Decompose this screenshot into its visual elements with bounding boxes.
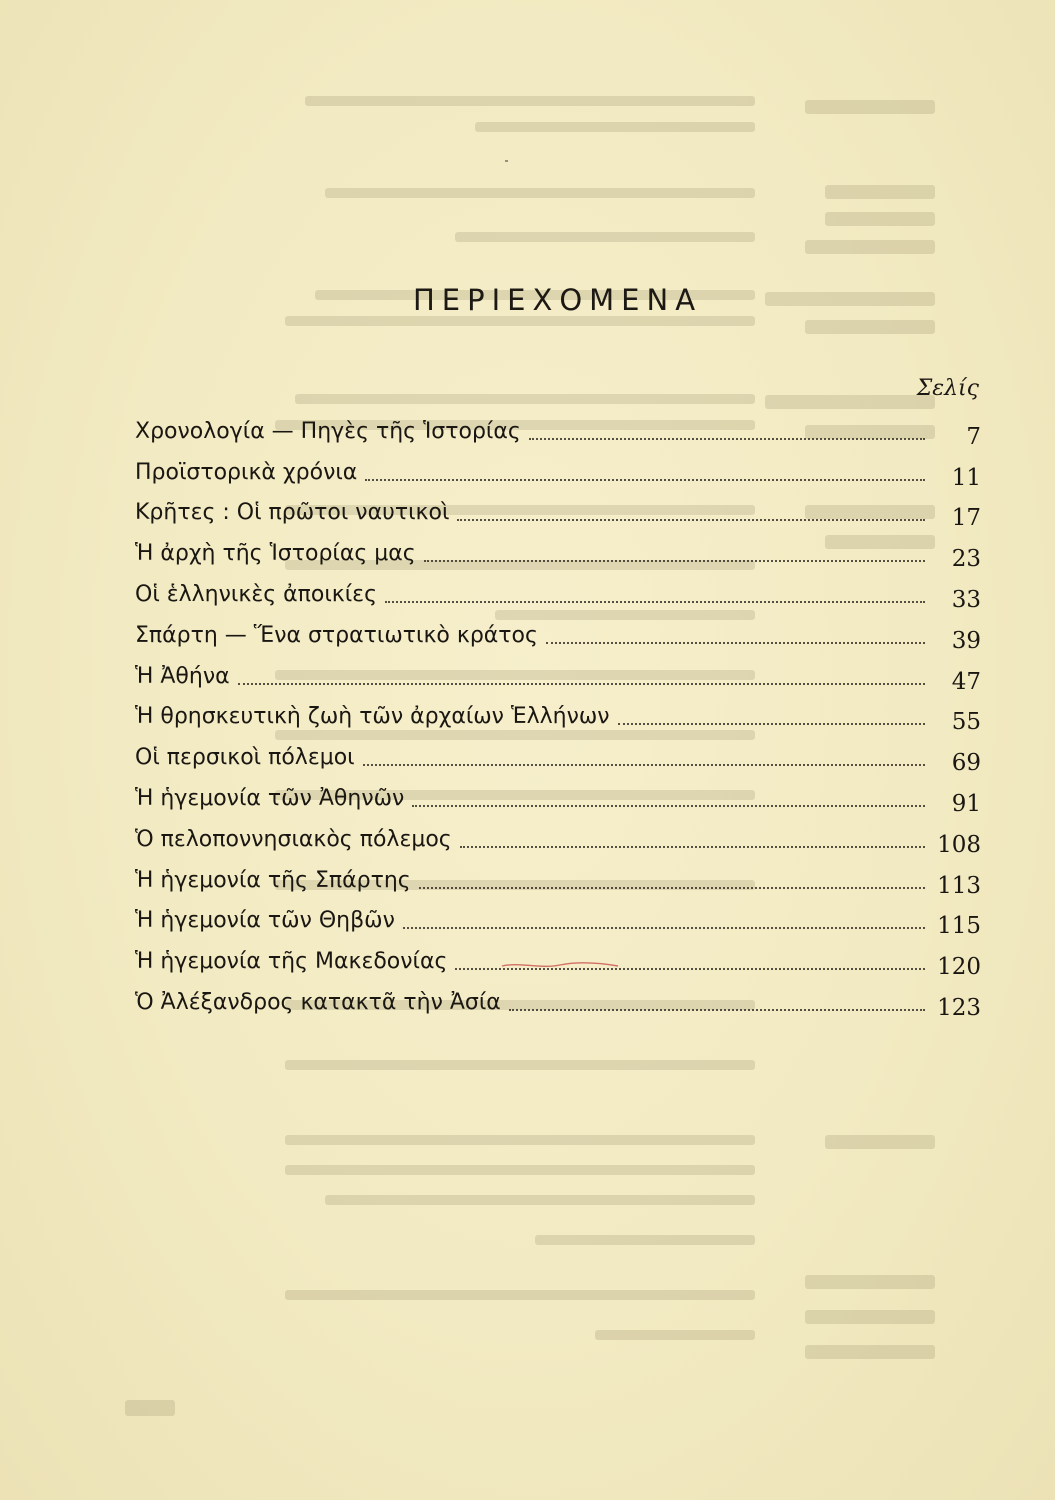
toc-entry-title: Ἡ θρησκευτικὴ ζωὴ τῶν ἀρχαίων Ἑλλήνων xyxy=(135,704,610,730)
toc-entry-page: 108 xyxy=(937,831,981,858)
leader-dots xyxy=(546,641,925,644)
toc-row[interactable] xyxy=(135,738,981,779)
toc-row[interactable] xyxy=(135,534,981,575)
toc-entry-page: 39 xyxy=(951,627,981,654)
toc-entry-page: 17 xyxy=(951,505,981,532)
table-of-contents xyxy=(135,412,981,1024)
leader-dots xyxy=(385,600,925,603)
toc-entry-page: 113 xyxy=(937,872,981,899)
toc-row[interactable] xyxy=(135,616,981,657)
toc-row[interactable] xyxy=(135,575,981,616)
toc-row[interactable] xyxy=(135,494,981,535)
toc-entry-title: Ἡ ἡγεμονία τῶν Ἀθηνῶν xyxy=(135,785,405,811)
page-title: ΠΕΡΙΕΧΟΜΕΝΑ xyxy=(412,283,703,317)
toc-entry-title: Ἡ ἡγεμονία τῆς Σπάρτης xyxy=(135,867,411,893)
toc-entry-title: Ἡ Ἀθήνα xyxy=(135,663,230,689)
toc-entry-page: 91 xyxy=(951,790,981,817)
toc-entry-title: Κρῆτες : Οἱ πρῶτοι ναυτικοὶ xyxy=(135,500,450,526)
toc-entry-title: Ὁ Ἀλέξανδρος κατακτᾶ τὴν Ἀσία xyxy=(135,989,501,1015)
toc-row[interactable] xyxy=(135,942,981,983)
toc-row[interactable] xyxy=(135,983,981,1024)
toc-entry-page: 7 xyxy=(966,423,981,450)
leader-dots xyxy=(460,845,925,848)
toc-entry-title: Ὁ πελοποννησιακὸς πόλεμος xyxy=(135,826,452,852)
toc-entry-page: 120 xyxy=(937,954,981,981)
toc-entry-page: 55 xyxy=(951,709,981,736)
toc-entry-page: 123 xyxy=(937,994,981,1021)
leader-dots xyxy=(419,886,925,889)
ink-speck xyxy=(505,160,508,162)
toc-entry-title: Οἱ περσικοὶ πόλεμοι xyxy=(135,745,355,771)
toc-entry-title: Ἡ ἡγεμονία τῶν Θηβῶν xyxy=(135,908,395,934)
leader-dots xyxy=(509,1008,925,1011)
toc-entry-page: 33 xyxy=(951,586,981,613)
toc-entry-title: Οἱ ἑλληνικὲς ἀποικίες xyxy=(135,581,377,607)
leader-dots xyxy=(238,682,925,685)
leader-dots xyxy=(455,967,925,970)
toc-entry-page: 69 xyxy=(951,750,981,777)
leader-dots xyxy=(457,518,925,521)
leader-dots xyxy=(529,437,925,440)
toc-entry-page: 11 xyxy=(951,464,981,491)
leader-dots xyxy=(403,926,925,929)
toc-row[interactable] xyxy=(135,698,981,739)
toc-row[interactable] xyxy=(135,453,981,494)
page-column-label: Σελίς xyxy=(916,376,979,401)
toc-entry-title: Σπάρτη — Ἕνα στρατιωτικὸ κράτος xyxy=(135,622,538,648)
toc-row[interactable] xyxy=(135,861,981,902)
toc-row[interactable] xyxy=(135,779,981,820)
toc-entry-page: 23 xyxy=(951,546,981,573)
toc-entry-title: Προϊστορικὰ χρόνια xyxy=(135,459,358,485)
toc-entry-title: Ἡ ἀρχὴ τῆς Ἱστορίας μας xyxy=(135,541,416,567)
toc-row[interactable] xyxy=(135,412,981,453)
leader-dots xyxy=(618,722,925,725)
leader-dots xyxy=(363,763,925,766)
leader-dots xyxy=(412,804,925,807)
toc-row[interactable] xyxy=(135,657,981,698)
leader-dots xyxy=(424,559,925,562)
toc-row[interactable] xyxy=(135,820,981,861)
toc-entry-title: Ἡ ἡγεμονία τῆς Μακεδονίας xyxy=(135,949,448,975)
toc-entry-page: 47 xyxy=(951,668,981,695)
toc-row[interactable] xyxy=(135,902,981,943)
leader-dots xyxy=(365,478,925,481)
toc-entry-title: Χρονολογία — Πηγὲς τῆς Ἱστορίας xyxy=(135,418,521,444)
toc-entry-page: 115 xyxy=(937,913,981,940)
